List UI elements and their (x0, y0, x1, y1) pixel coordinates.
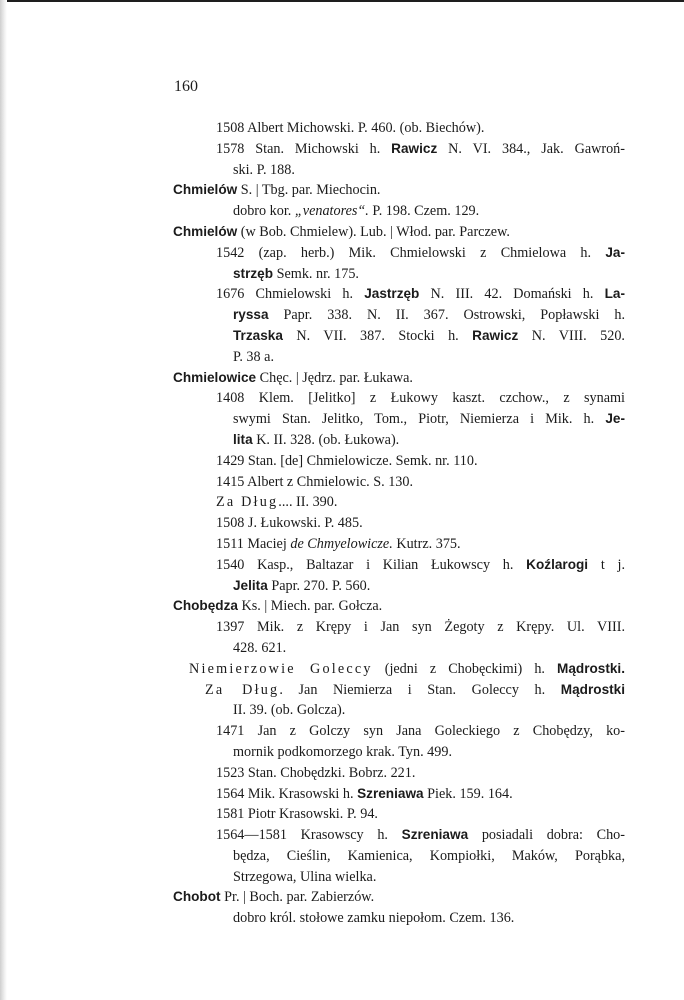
text-run: Semk. nr. 175. (273, 265, 359, 282)
coat-of-arms-name: ryssa (233, 307, 269, 323)
text-run: będza, Cieślin, Kamienica, Kompiołki, Maków, Porąbka, (233, 847, 625, 864)
entry-text-line (173, 326, 625, 347)
entry-text-line (173, 555, 625, 576)
text-run: 1564—1581 Krasowscy h. (216, 827, 402, 844)
entry-text-line (173, 680, 625, 701)
entry-text-line (173, 492, 625, 513)
entry-text-line (173, 160, 625, 181)
spaced-source-name: Za Dług (205, 681, 280, 698)
entry-text-line (173, 825, 625, 846)
coat-of-arms-name: Je- (605, 411, 625, 427)
text-run: Ks. | Miech. par. Gołcza. (237, 598, 383, 615)
entry-text-line (173, 659, 625, 680)
text-run: (w Bob. Chmielew). Lub. | Włod. par. Parczew. (237, 223, 510, 240)
coat-of-arms-name: La- (604, 286, 625, 302)
text-run: 1564 Mik. Krasowski h. (216, 785, 358, 802)
entry-text-line (173, 513, 625, 534)
text-run: N. VIII. 520. (518, 327, 625, 344)
gazetteer-entries (173, 118, 625, 929)
text-run: Piek. 159. 164. (423, 785, 513, 802)
text-run: mornik podkomorzego krak. Tyn. 499. (233, 743, 453, 760)
text-run: 1508 J. Łukowski. P. 485. (216, 515, 363, 532)
coat-of-arms-name: Szreniawa (357, 785, 424, 801)
entry-headline (173, 887, 625, 908)
entry-text-line (173, 243, 625, 264)
top-border-rule (0, 0, 684, 2)
coat-of-arms-name: Mądrostki (560, 681, 625, 697)
entry-text-line (173, 846, 625, 867)
entry-text-line (173, 472, 625, 493)
entry-text-line (173, 409, 625, 430)
place-name: Chobot (173, 889, 221, 905)
text-run: 1578 Stan. Michowski h. (216, 140, 392, 157)
text-run: 1523 Stan. Chobędzki. Bobrz. 221. (216, 764, 416, 781)
entry-text-line (173, 388, 625, 409)
coat-of-arms-name: strzęb (233, 265, 274, 281)
text-run: 1471 Jan z Golczy syn Jana Goleckiego z Chobędzy, ko- (216, 723, 625, 740)
entry-text-line (173, 576, 625, 597)
entry-text-line (173, 721, 625, 742)
text-run: 1581 Piotr Krasowski. P. 94. (216, 806, 378, 823)
text-run: P. 38 a. (233, 348, 274, 365)
text-run: 1415 Albert z Chmielowic. S. 130. (216, 473, 414, 490)
text-run: Papr. 338. N. II. 367. Ostrowski, Popławski h. (268, 307, 625, 324)
coat-of-arms-name: Mądrostki. (557, 660, 625, 676)
text-run: N. VI. 384., Jak. Gawroń- (437, 140, 625, 157)
entry-headline (173, 222, 625, 243)
entry-text-line (173, 638, 625, 659)
place-name: Chmielów (173, 223, 238, 239)
latin-quote: „venatores“. (294, 203, 369, 220)
place-name: Chmielowice (173, 369, 257, 385)
entry-text-line (173, 534, 625, 555)
entry-text-line (173, 784, 625, 805)
text-run: dobro kor. (233, 203, 295, 220)
text-run: N. III. 42. Domański h. (419, 286, 605, 303)
page-binding-edge (0, 0, 7, 1000)
text-run: 1542 (zap. herb.) Mik. Chmielowski z Chmielowa h. (216, 244, 606, 261)
latin-quote: de Chmyelowicze. (290, 535, 393, 552)
text-run: K. II. 328. (ob. Łukowa). (252, 431, 400, 448)
text-run: Strzegowa, Ulina wielka. (233, 868, 377, 885)
text-run: .... II. 390. (278, 494, 338, 511)
text-run: Papr. 270. P. 560. (267, 577, 371, 594)
text-run: ski. P. 188. (233, 161, 295, 178)
entry-text-line (173, 347, 625, 368)
entry-text-line (173, 118, 625, 139)
coat-of-arms-name: Trzaska (233, 327, 283, 343)
text-run: S. | Tbg. par. Miechocin. (237, 182, 381, 199)
entry-text-line (173, 804, 625, 825)
text-run: . Jan Niemierza i Stan. Goleccy h. (279, 681, 561, 698)
entry-text-line (173, 700, 625, 721)
coat-of-arms-name: Jastrzęb (364, 286, 420, 302)
text-run: Pr. | Boch. par. Zabierzów. (220, 889, 375, 906)
text-run: 1540 Kasp., Baltazar i Kilian Łukowscy h. (216, 556, 527, 573)
entry-text-line (173, 617, 625, 638)
text-run: 1511 Maciej (216, 535, 291, 552)
entry-text-line (173, 451, 625, 472)
spaced-source-name: Za Dług (216, 494, 279, 511)
text-run: 1397 Mik. z Krępy i Jan syn Żegoty z Krępy. Ul. VIII. (216, 619, 625, 636)
text-run: 1508 Albert Michowski. P. 460. (ob. Biechów). (216, 120, 485, 136)
entry-text-line (173, 201, 625, 222)
text-run: t j. (588, 556, 625, 573)
entry-headline (173, 596, 625, 617)
coat-of-arms-name: Rawicz (391, 140, 438, 156)
text-run: II. 39. (ob. Golcza). (233, 702, 346, 719)
entry-headline (173, 368, 625, 389)
text-run: 428. 621. (233, 639, 287, 656)
spaced-source-name: Niemierzowie Goleccy (189, 660, 373, 677)
text-run: N. VII. 387. Stocki h. (282, 327, 473, 344)
entry-text-line (173, 908, 625, 929)
coat-of-arms-name: Jelita (233, 577, 268, 593)
place-name: Chobędza (173, 598, 238, 614)
text-run: dobro król. stołowe zamku niepołom. Czem. 136. (233, 910, 515, 927)
text-run: 1408 Klem. [Jelitko] z Łukowy kaszt. czchow., z synami (216, 390, 625, 407)
place-name: Chmielów (173, 182, 238, 198)
entry-text-line (173, 284, 625, 305)
text-run: 1429 Stan. [de] Chmielowicze. Semk. nr. 110. (216, 452, 478, 469)
text-run: posiadali dobra: Cho- (468, 827, 625, 844)
text-run: Chęc. | Jędrz. par. Łukawa. (256, 369, 413, 386)
coat-of-arms-name: Szreniawa (401, 827, 469, 843)
coat-of-arms-name: Rawicz (472, 327, 519, 343)
entry-text-line (173, 867, 625, 888)
text-run: Kutrz. 375. (392, 535, 461, 552)
text-run: (jedni z Chobęckimi) h. (372, 660, 557, 677)
coat-of-arms-name: Koźlarogi (526, 556, 589, 572)
coat-of-arms-name: Ja- (605, 244, 625, 260)
entry-text-line (173, 430, 625, 451)
text-run: P. 198. Czem. 129. (368, 203, 480, 220)
coat-of-arms-name: lita (233, 431, 253, 447)
text-run: 1676 Chmielowski h. (216, 286, 365, 303)
entry-text-line (173, 763, 625, 784)
entry-text-line (173, 305, 625, 326)
entry-text-line (173, 264, 625, 285)
text-run: swymi Stan. Jelitko, Tom., Piotr, Niemierza i Mik. h. (233, 411, 606, 428)
entry-text-line (173, 742, 625, 763)
entry-headline (173, 180, 625, 201)
page-number: 160 (174, 78, 198, 95)
entry-text-line (173, 139, 625, 160)
